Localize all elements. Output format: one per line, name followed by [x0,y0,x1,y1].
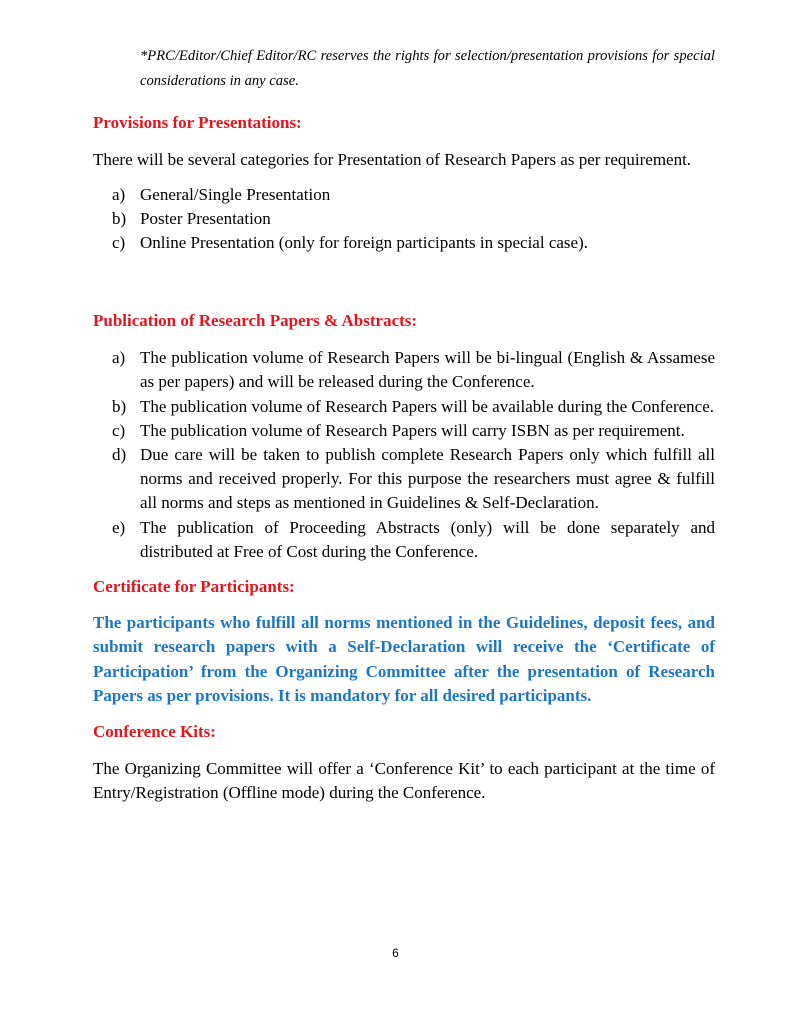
certificate-text: The participants who fulfill all norms mentioned in the Guidelines, deposit fees, and submit research papers with a Self-Declaration will receive the ‘Certificate of Participation’ from the Organizing Committee after the presentation of Research Papers as per provisions. It is mandatory for all desired participants. [93,612,715,706]
kits-heading: Conference Kits: [93,721,216,741]
page-number: 6 [392,946,399,960]
presentations-list [93,183,715,256]
list-item: d) Due care will be taken to publish complete Research Papers only which fulfill all norms and received properly. For this purpose the researchers must agree & fulfill all norms and steps as mentioned in Guidelines & Self-Declaration. [112,444,715,513]
list-item: e) The publication of Proceeding Abstracts (only) will be done separately and distributed at Free of Cost during the Conference. [112,517,715,561]
list-item: c) Online Presentation (only for foreign participants in special case). [112,232,588,252]
list-item: c) The publication volume of Research Papers will carry ISBN as per requirement. [112,420,685,440]
list-item: a) The publication volume of Research Papers will be bi-lingual (English & Assamese as per papers) and will be released during the Conference. [112,348,715,392]
certificate-heading: Certificate for Participants: [93,576,295,596]
list-item: b) Poster Presentation [112,208,271,228]
list-item: a) General/Single Presentation [112,184,331,204]
presentations-heading: Provisions for Presentations: [93,113,302,132]
kits-text: The Organizing Committee will offer a ‘Conference Kit’ to each participant at the time of Entry/Registration (Offline mode) during the Conference. [93,758,715,803]
presentations-intro: There will be several categories for Presentation of Research Papers as per requirement. [93,150,692,169]
rights-note: *PRC/Editor/Chief Editor/RC reserves the rights for selection/presentation provisions for special considerations in any case. [140,48,715,89]
list-item: b) The publication volume of Research Papers will be available during the Conference. [112,396,715,416]
publication-heading: Publication of Research Papers & Abstracts: [93,311,418,331]
document-page [93,44,715,806]
publication-list [93,346,715,564]
